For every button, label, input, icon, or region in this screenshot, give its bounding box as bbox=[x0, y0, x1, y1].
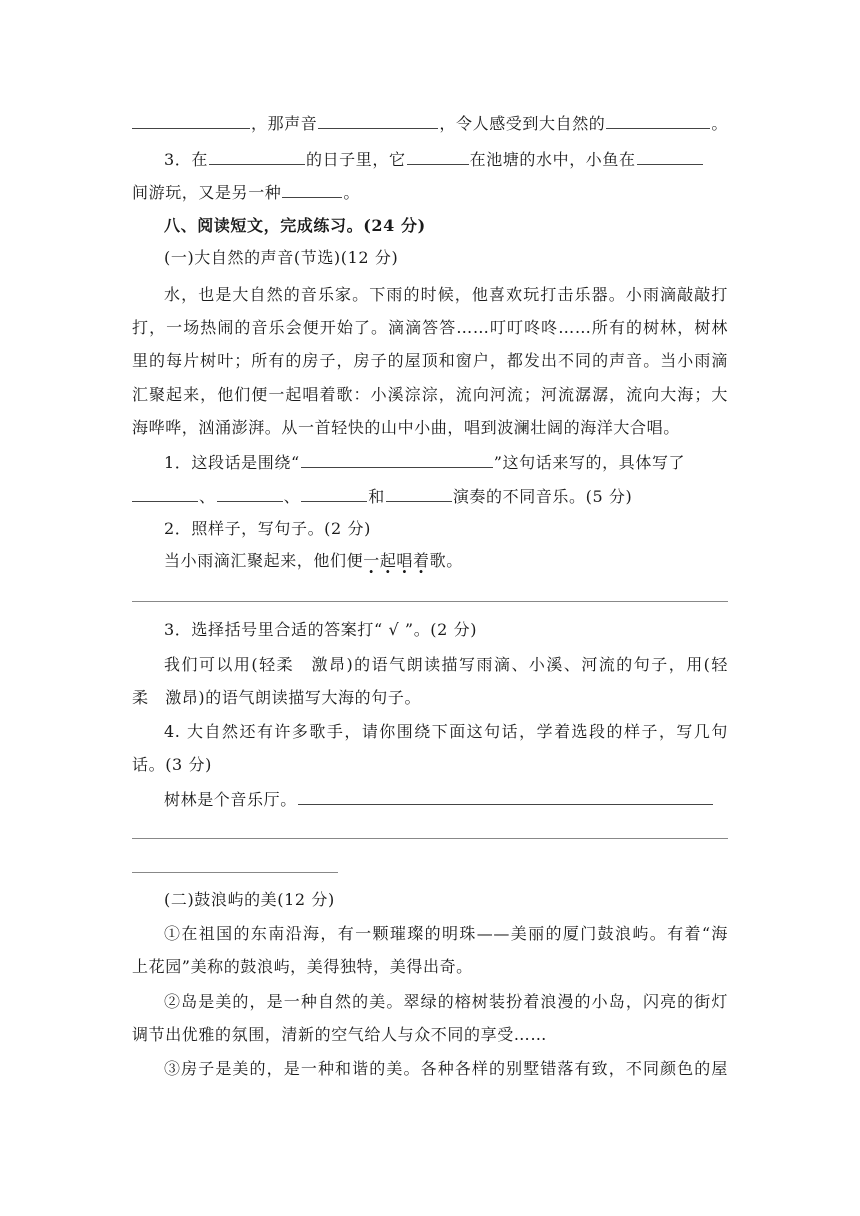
passage1-line: 打，一场热闹的音乐会便开始了。滴滴答答……叮叮咚咚……所有的树林，树林 bbox=[132, 318, 728, 337]
p1-q1-line1: 1．这段话是围绕“ ”这句话来写的，具体写了 bbox=[164, 453, 686, 472]
answer-blank[interactable] bbox=[407, 149, 469, 165]
answer-blank[interactable] bbox=[298, 789, 713, 805]
answer-blank[interactable] bbox=[209, 149, 305, 165]
emphasis-char: 着 bbox=[413, 551, 430, 570]
q2-continued-line: ，那声音 ，令人感受到大自然的 。 bbox=[132, 113, 728, 134]
passage1-line: 里的每片树叶；所有的房子，房子的屋顶和窗户，都发出不同的声音。当小雨滴 bbox=[132, 351, 728, 370]
answer-blank[interactable] bbox=[132, 486, 198, 502]
answer-blank[interactable] bbox=[217, 486, 283, 502]
passage1-line: 水，也是大自然的音乐家。下雨的时候，他喜欢玩打击乐器。小雨滴敲敲打 bbox=[164, 285, 728, 304]
answer-line[interactable] bbox=[132, 838, 728, 839]
p1-q4-line1: 4. 大自然还有许多歌手，请你围绕下面这句话，学着选段的样子，写几句 bbox=[164, 722, 728, 741]
passage2-line: ③房子是美的，是一种和谐的美。各种各样的别墅错落有致，不同颜色的屋 bbox=[164, 1059, 728, 1078]
answer-blank[interactable] bbox=[318, 113, 438, 129]
passage2-line: ①在祖国的东南沿海，有一颗璀璨的明珠——美丽的厦门鼓浪屿。有着“海 bbox=[164, 924, 728, 943]
passage1-line: 汇聚起来，他们便一起唱着歌：小溪淙淙，流向河流；河流潺潺，流向大海；大 bbox=[132, 385, 728, 404]
answer-blank[interactable] bbox=[132, 113, 250, 129]
answer-line[interactable] bbox=[132, 872, 338, 873]
q3-line2: 间游玩，又是另一种 。 bbox=[132, 183, 361, 202]
q3-line1: 3．在 的日子里，它 在池塘的水中，小鱼在 bbox=[164, 149, 728, 170]
p1-q4-line2: 话。(3 分) bbox=[132, 755, 212, 774]
p1-q2-example: 当小雨滴汇聚起来，他们便一起唱着歌。 bbox=[164, 551, 463, 570]
emphasis-char: 一 bbox=[363, 551, 380, 570]
passage1-line: 海哗哗，汹涌澎湃。从一首轻快的山中小曲，唱到波澜壮阔的海洋大合唱。 bbox=[132, 418, 680, 437]
passage2-title: (二)鼓浪屿的美(12 分) bbox=[164, 890, 335, 909]
passage2-line: ②岛是美的，是一种自然的美。翠绿的榕树装扮着浪漫的小岛，闪亮的街灯 bbox=[164, 992, 728, 1011]
answer-blank[interactable] bbox=[301, 452, 493, 468]
p1-q3-line2: 柔 激昂)的语气朗读描写大海的句子。 bbox=[132, 688, 422, 707]
emphasis-char: 唱 bbox=[396, 551, 414, 570]
answer-blank[interactable] bbox=[282, 182, 342, 198]
answer-blank[interactable] bbox=[386, 486, 452, 502]
passage1-title: (一)大自然的声音(节选)(12 分) bbox=[164, 248, 399, 267]
p1-q3-line1: 我们可以用(轻柔 激昂)的语气朗读描写雨滴、小溪、河流的句子，用(轻 bbox=[164, 655, 728, 674]
emphasis-char: 起 bbox=[379, 551, 397, 570]
answer-blank[interactable] bbox=[637, 149, 703, 165]
p1-q2-title: 2．照样子，写句子。(2 分) bbox=[164, 519, 371, 538]
passage2-line: 调节出优雅的氛围，清新的空气给人与众不同的享受…… bbox=[132, 1025, 548, 1044]
p1-q3-title: 3．选择括号里合适的答案打“ √ ”。(2 分) bbox=[164, 620, 478, 639]
section-heading: 八、阅读短文，完成练习。(24 分) bbox=[164, 216, 426, 235]
answer-blank[interactable] bbox=[606, 113, 710, 129]
p1-q4-prompt-line: 树林是个音乐厅。 bbox=[164, 789, 728, 810]
p1-q1-line2: 、 、 和 演奏的不同音乐。(5 分) bbox=[132, 486, 728, 507]
passage2-line: 上花园”美称的鼓浪屿，美得独特，美得出奇。 bbox=[132, 957, 473, 976]
answer-blank[interactable] bbox=[301, 486, 367, 502]
answer-line[interactable] bbox=[132, 601, 728, 602]
